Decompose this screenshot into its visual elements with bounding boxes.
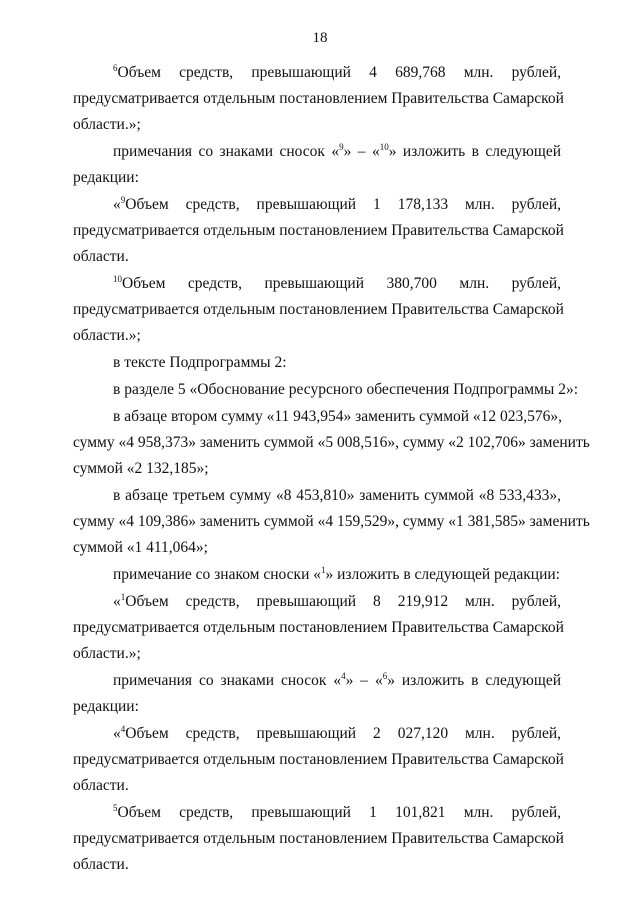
text-line <box>73 562 561 588</box>
line-text: Объем средств, превышающий 1 101,821 млн. рублей, <box>117 804 561 821</box>
text-line: в тексте Подпрограммы 2: <box>113 354 287 371</box>
text-line: в разделе 5 «Обоснование ресурсного обеспечения Подпрограммы 2»: <box>113 381 578 398</box>
text-line: в абзаце третьем сумму «8 453,810» заменить суммой «8 533,433», <box>113 487 561 504</box>
text-line: в абзаце втором сумму «11 943,954» заменить суммой «12 023,576», <box>113 408 563 425</box>
text-line: области.»; <box>73 327 141 344</box>
text-line <box>73 721 561 747</box>
line-text: примечания со знаками сносок « <box>113 143 340 160</box>
text-line: области. <box>73 248 129 265</box>
footnote-mark: 1 <box>120 592 126 602</box>
text-line: редакции: <box>73 698 139 715</box>
paragraph <box>73 377 578 403</box>
page-number: 18 <box>312 30 328 46</box>
footnote-mark: 4 <box>341 671 346 681</box>
line-text: Объем средств, превышающий 4 689,768 млн. рублей, <box>117 64 561 81</box>
text-line: предусматривается отдельным постановлением Правительства Самарской <box>73 90 564 107</box>
line-text: Объем средств, превышающий 1 178,133 млн. рублей, <box>125 196 561 213</box>
line-text: » – « <box>345 672 383 689</box>
text-line: сумму «4 958,373» заменить суммой «5 008,516», сумму «2 102,706» заменить <box>73 434 590 451</box>
line-text: « <box>113 196 121 213</box>
paragraph <box>73 60 564 138</box>
line-text: » изложить в следующей редакции: <box>325 566 560 583</box>
text-line <box>73 589 561 615</box>
paragraph <box>73 562 561 588</box>
text-line: предусматривается отдельным постановлением Правительства Самарской <box>73 830 564 847</box>
footnote-mark: 4 <box>120 724 126 734</box>
text-line <box>73 271 561 297</box>
text-line: предусматривается отдельным постановлением Правительства Самарской <box>73 301 564 318</box>
text-line: области.»; <box>73 645 141 662</box>
line-text: » изложить в следующей <box>387 672 561 689</box>
paragraph <box>73 483 590 561</box>
footnote-mark: 10 <box>379 142 389 152</box>
paragraph <box>73 589 564 667</box>
footnote-mark: 6 <box>113 63 118 73</box>
line-text: примечание со знаком сноски « <box>113 566 321 583</box>
document-body <box>73 60 590 879</box>
text-line: суммой «1 411,064»; <box>73 539 208 556</box>
text-line: сумму «4 109,386» заменить суммой «4 159,529», сумму «1 381,585» заменить <box>73 513 590 530</box>
line-text: » изложить в следующей <box>388 143 561 160</box>
paragraph <box>73 350 561 376</box>
paragraph <box>73 192 564 270</box>
paragraph <box>73 668 561 720</box>
text-line <box>73 668 561 694</box>
text-line <box>73 60 561 86</box>
text-line: предусматривается отдельным постановлением Правительства Самарской <box>73 619 564 636</box>
paragraph <box>73 404 590 482</box>
footnote-mark: 5 <box>113 803 118 813</box>
text-line: области. <box>73 856 129 873</box>
text-line: редакции: <box>73 169 139 186</box>
paragraph <box>73 721 564 799</box>
text-line: области.»; <box>73 116 141 133</box>
footnote-mark: 9 <box>120 195 126 205</box>
footnote-mark: 1 <box>321 565 326 575</box>
text-line: области. <box>73 777 129 794</box>
footnote-mark: 10 <box>113 274 122 284</box>
paragraph <box>73 139 561 191</box>
text-line <box>73 139 561 165</box>
line-text: Объем средств, превышающий 380,700 млн. рублей, <box>122 275 561 292</box>
line-text: Объем средств, превышающий 8 219,912 млн. рублей, <box>125 593 561 610</box>
text-line: предусматривается отдельным постановлением Правительства Самарской <box>73 222 564 239</box>
footnote-mark: 6 <box>382 671 388 681</box>
text-line <box>73 192 561 218</box>
text-line <box>73 800 561 826</box>
line-text: » – « <box>343 143 380 160</box>
footnote-mark: 9 <box>339 142 344 152</box>
text-line: суммой «2 132,185»; <box>73 460 209 477</box>
line-text: « <box>113 725 121 742</box>
paragraph <box>73 800 564 878</box>
text-line: предусматривается отдельным постановлением Правительства Самарской <box>73 751 564 768</box>
line-text: « <box>113 593 121 610</box>
line-text: Объем средств, превышающий 2 027,120 млн. рублей, <box>125 725 561 742</box>
paragraph <box>73 271 564 349</box>
line-text: примечания со знаками сносок « <box>113 672 342 689</box>
